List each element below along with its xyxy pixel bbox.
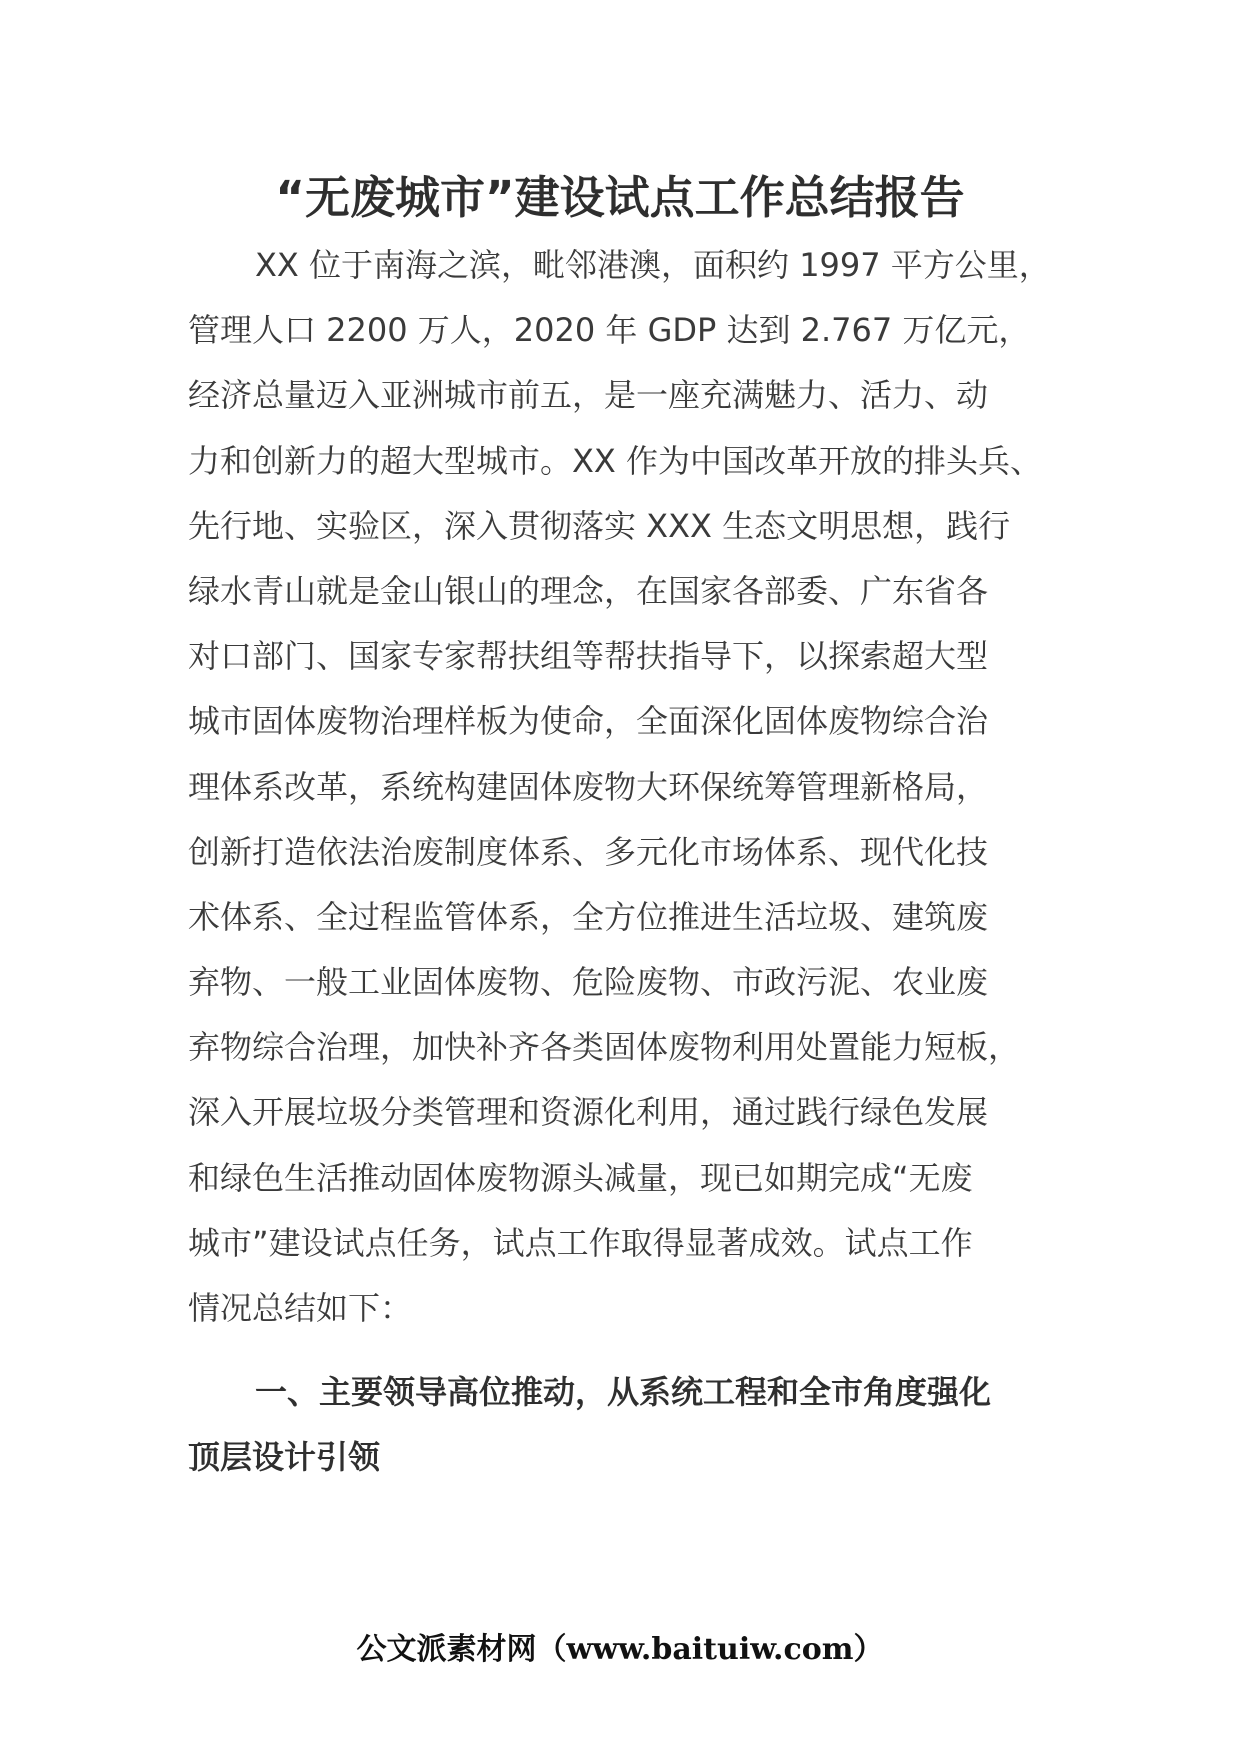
body-line: 对口部门、国家专家帮扶组等帮扶指导下，以探索超大型 [188, 637, 989, 676]
body-line: 弃物、一般工业固体废物、危险废物、市政污泥、农业废 [188, 963, 989, 1002]
body-line: 术体系、全过程监管体系，全方位推进生活垃圾、建筑废 [188, 897, 989, 936]
body-line: 创新打造依法治废制度体系、多元化市场体系、现代化技 [188, 832, 989, 871]
document-title: “无废城市”建设试点工作总结报告 [275, 171, 965, 224]
body-line: 弃物综合治理，加快补齐各类固体废物利用处置能力短板， [188, 1028, 1021, 1067]
body-line: 情况总结如下： [188, 1289, 413, 1327]
body-paragraph [188, 233, 1088, 1341]
body-line: 经济总量迈入亚洲城市前五，是一座充满魅力、活力、动 [188, 376, 989, 415]
body-line: 力和创新力的超大型城市。XX 作为中国改革开放的排头兵、 [188, 441, 1043, 480]
body-line: 管理人口 2200 万人，2020 年 GDP 达到 2.767 万亿元， [188, 311, 1031, 350]
body-line: 先行地、实验区，深入贯彻落实 XXX 生态文明思想，践行 [188, 506, 1011, 545]
body-line: 深入开展垃圾分类管理和资源化利用，通过践行绿色发展 [188, 1093, 989, 1132]
body-line: 理体系改革，系统构建固体废物大环保统筹管理新格局， [188, 767, 989, 806]
body-line: 绿水青山就是金山银山的理念，在国家各部委、广东省各 [188, 571, 989, 610]
section-heading [188, 1360, 1088, 1490]
footer-watermark: 公文派素材网（www.baituiw.com） [356, 1632, 884, 1667]
body-line: 城市固体废物治理样板为使命，全面深化固体废物综合治 [188, 702, 989, 741]
section-heading-line: 顶层设计引领 [188, 1438, 381, 1476]
section-heading-line: 一、主要领导高位推动，从系统工程和全市角度强化 [255, 1373, 992, 1411]
body-line: 和绿色生活推动固体废物源头减量，现已如期完成“无废 [188, 1158, 973, 1197]
body-line: XX 位于南海之滨，毗邻港澳，面积约 1997 平方公里， [255, 246, 1051, 284]
body-line: 城市”建设试点任务，试点工作取得显著成效。试点工作 [188, 1223, 973, 1262]
